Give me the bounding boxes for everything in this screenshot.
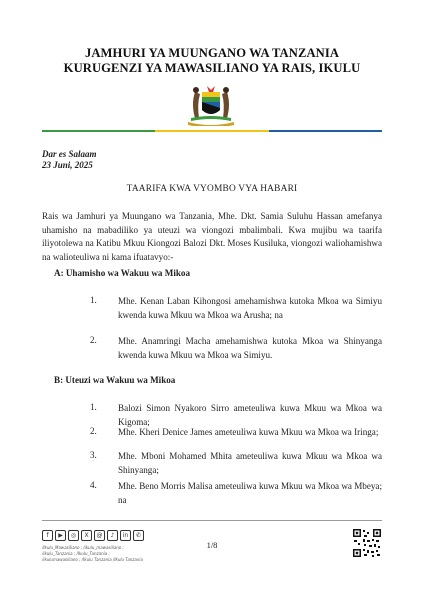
page-number: 1/8 — [206, 540, 218, 550]
footer-divider — [42, 520, 382, 521]
facebook-icon[interactable]: f — [42, 530, 53, 541]
instagram-icon[interactable]: ◎ — [68, 530, 79, 541]
section-b-heading: B: Uteuzi wa Wakuu wa Mikoa — [54, 375, 176, 385]
tiktok-icon[interactable]: ♪ — [107, 530, 118, 541]
letterhead-line-2: KURUGENZI YA MAWASILIANO YA RAIS, IKULU — [63, 61, 361, 75]
section-a-heading: A: Uhamisho wa Wakuu wa Mikoa — [54, 268, 191, 278]
letterhead-line-1: JAMHURI YA MUUNGANO WA TANZANIA — [84, 46, 340, 60]
whatsapp-icon[interactable]: ✆ — [133, 530, 144, 541]
letterhead — [0, 46, 424, 76]
list-item-number: 3. — [90, 450, 97, 460]
dateline-date: 23 Juni, 2025 — [42, 160, 93, 170]
color-stripe-divider — [42, 130, 382, 132]
x-icon[interactable]: X — [81, 530, 92, 541]
qr-code — [352, 528, 382, 558]
document-title: TAARIFA KWA VYOMBO VYA HABARI — [126, 184, 298, 194]
list-item: Mhe. Beno Morris Malisa ameteuliwa kuwa Mkuu wa Mkoa wa Mbeya; na — [118, 481, 382, 505]
coat-of-arms-emblem — [185, 84, 237, 126]
list-item-number: 2. — [90, 335, 97, 345]
social-handle-line: /ikulu_Tanzania ; /Ikulu_Tanzania ; — [42, 551, 110, 556]
list-item-number: 2. — [90, 426, 97, 436]
linkedin-icon[interactable]: in — [120, 530, 131, 541]
list-item-number: 1. — [90, 295, 97, 305]
stripe-yellow — [155, 130, 268, 132]
list-item: Balozi Simon Nyakoro Sirro ameteuliwa kuwa Mkuu wa Mkoa wa Kigoma; — [118, 403, 382, 427]
youtube-icon[interactable]: ▶ — [55, 530, 66, 541]
list-item: Mhe. Anamringi Macha amehamishwa kutoka Mkoa wa Shinyanga kwenda kuwa Mkuu wa Mkoa wa Simiyu. — [118, 336, 382, 360]
list-item: Mhe. Mboni Mohamed Mhita ameteuliwa kuwa Mkuu wa Mkoa wa Shinyanga; — [118, 451, 382, 475]
list-item-number: 4. — [90, 480, 97, 490]
stripe-green — [42, 130, 155, 132]
intro-paragraph: Rais wa Jamhuri ya Muungano wa Tanzania, Mhe. Dkt. Samia Suluhu Hassan amefanya uhamisho na mabadiliko ya uteuzi wa viongozi mbalimbali. Kwa mujibu wa taarifa iliyotolewa na Katibu Mkuu Kiongozi Balozi Dkt. Moses Kusiluka, viongozi waliohamishwa na walioteuliwa ni kama ifuatavyo:- — [42, 211, 382, 262]
list-item: Mhe. Kenan Laban Kihongosi amehamishwa kutoka Mkoa wa Simiyu kwenda kuwa Mkuu wa Mkoa wa Arusha; na — [118, 296, 382, 320]
list-item: Mhe. Kheri Denice James ameteuliwa kuwa Mkuu wa Mkoa wa Iringa; — [118, 427, 379, 437]
list-item-number: 1. — [90, 402, 97, 412]
stripe-blue — [269, 130, 382, 132]
social-handle-line: /Ikulu_Mawasiliano ; /ikulu_mawasiliano ; — [42, 545, 124, 550]
dateline-place: Dar es Salaam — [42, 149, 97, 159]
threads-icon[interactable]: @ — [94, 530, 105, 541]
social-handle-line: /ikulumawasiliano ; /Ikulu Tanzania /Ikulu Tanzania — [42, 557, 143, 562]
